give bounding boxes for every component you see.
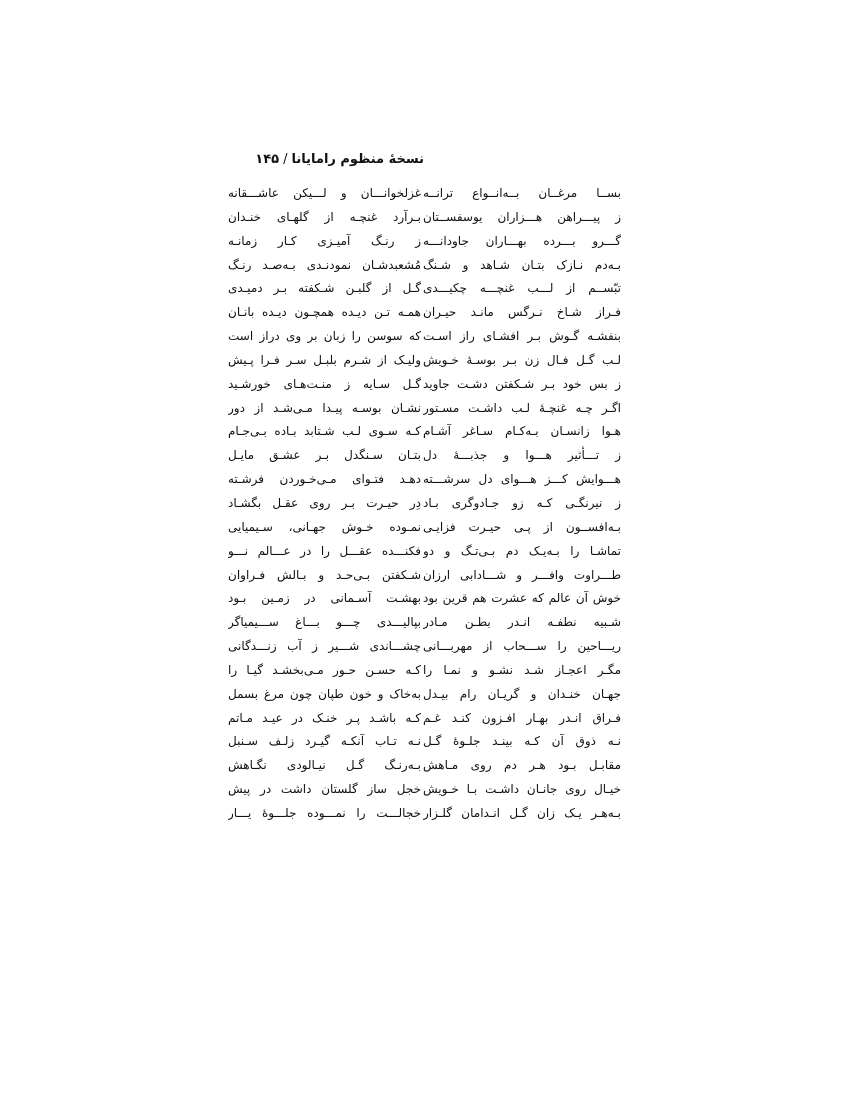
verse-line: بپالیـــدی چـــو بـــاغ ســـیمیاگر [228,615,421,630]
header-separator: / [283,152,288,167]
book-title: نسخهٔ منظوم رامایانا [291,152,424,167]
verse-line: کـه سـوی لـب شـتابد بـاده بـی‌جـام [228,424,421,439]
verse-line: فـراز شـاخ نـرگس مانـد حیـران [423,305,621,320]
verse-line: خجل ساز گلستان داشت در پیش [228,782,421,797]
verse-line: ز نیرنگـی کـه زو جـادوگری بـاد [423,495,621,510]
verse-line: خوش آن عالم که عشرت هم قرین بود [423,591,621,606]
verse-line: بـه‌دم نـازک بتـان شـاهد و شـنگ [423,257,621,272]
page-number: ۱۴۵ [255,152,280,167]
verse-line: ز بس خود بـر شـکفتن دشـت جاوید [423,376,621,391]
verse-line: فکنـــده عقـــل را در عـــالم نـــو [228,543,421,558]
verse-line: که سوسن را زبان بر وی دراز است [228,329,421,344]
verse-line: لـب گـل فـال زن بـر بوسـهٔ خـویش [423,352,621,367]
verse-line: تبّســم از لـــب غنچـــه چکیـــدی [423,281,621,296]
verse-line: گـل از گلبـن شـکفته بـر دمیـدی [228,281,421,296]
verse-line: هـــوایش کـــز هـــوای دل سرشـــته [423,472,621,487]
verse-line: کـه حسـن حـور مـی‌بخشـد گیـا را [228,662,421,677]
verse-line: به‌خاک و خون طپان چون مرغ بسمل [228,686,421,701]
verse-line: ز تـــأثیر هـــوا و جذبـــهٔ دل [423,448,621,463]
verse-line: همـه تـن دیـده همچـون دیـده بانـان [228,305,421,320]
verse-line: دهـد فتـوای مـی‌خـوردن فرشـته [228,472,421,487]
verse-line: بهشـت آسـمانی در زمـین بـود [228,591,421,606]
verse-line: خجالـــت را نمـــوده جلـــوهٔ یـــار [228,805,421,820]
verse-line: نمـوده خـوش جهـانی، سـیمیایی [228,519,421,534]
verse-line: گـل سـایه ز منـت‌هـای خورشـید [228,376,421,391]
verse-line: نشـان بوسـه پیـدا مـی‌شـد از دور [228,400,421,415]
verse-line: فـراق انـدر بهـار افـزون کنـد غـم [423,710,621,725]
verse-line: خیـال روی جانـان داشـت بـا خـویش [423,782,621,797]
verse-line: چشـــاندی شـــیر ز آب زنـــدگانی [228,639,421,654]
verse-line: نـه تـاب آنکـه گیـرد زلـف سـنبل [228,734,421,749]
verse-line: گـــرو بـــرده بهـــاران جاودانـــه [423,233,621,248]
verse-line: ولیـک از شـرم بلبـل سـر فـرا پـیش [228,352,421,367]
verse-line: مگـر اعجـاز شـد نشـو و نمـا را [423,662,621,677]
verse-line: کـه باشـد پـر خنـک در عیـد مـاتم [228,710,421,725]
verse-line: دِر حیـرت بـر روی عقـل بگشـاد [228,495,421,510]
verse-line: نـه ذوق آن کـه بینـد جلـوهٔ گـل [423,734,621,749]
verse-line: ز رنـگ آمیـزی کـار زمانـه [228,233,421,248]
verse-line: بـه‌افســون از پـی حیـرت فزایـی [423,519,621,534]
verse-line: هـوا زانسـان بـه‌کـام سـاغر آشـام [423,424,621,439]
verse-line: تماشـا را بـه‌یـک دم بـی‌تـگ و دو [423,543,621,558]
verse-line: بنفشـه گـوش بـر افشـای راز اسـت [423,329,621,344]
verse-line: اگـر چـه غنچـهٔ لـب داشـت مسـتور [423,400,621,415]
verse-line: شـبیه نطفـه انـدر بطـن مـادر [423,615,621,630]
verse-line: طـــراوت وافـــر و شـــادابی ارزان [423,567,621,582]
running-header [228,148,424,172]
verse-line: ز پیـــراهن هـــزاران یوسفســتان [423,209,621,224]
verse-line: بـرآرد غنچـه از گلهـای خنـدان [228,209,421,224]
verse-line: مُشعبدشـان نمودنـدی بـه‌صـد رنـگ [228,257,421,272]
verse-line: غزلخوانـــان و لـــیکن عاشـــقانه [228,186,421,200]
verse-line: ریـــاحین را ســـحاب از مهربـــانی [423,639,621,654]
verse-line: بـه‌رنـگ گـل نیـالودی نگـاهش [228,758,421,773]
right-column [423,182,621,826]
verse-line: بـه‌هـر یـک زان گـل انـدامان گلـزار [423,805,621,820]
verse-line: بتـان سـنگدل بـر عشـق مایـل [228,448,421,463]
verse-line: جهـان خنـدان و گریـان رام بیـدل [423,686,621,701]
verse-line: مقابـل بـود هـر دم روی مـاهش [423,758,621,773]
verse-line: شـکفتن بـی‌حـد و بـالش فـراوان [228,567,421,582]
verse-line: بســا مرغــان بــه‌انــواع ترانــه [423,186,621,200]
left-column [228,182,421,826]
